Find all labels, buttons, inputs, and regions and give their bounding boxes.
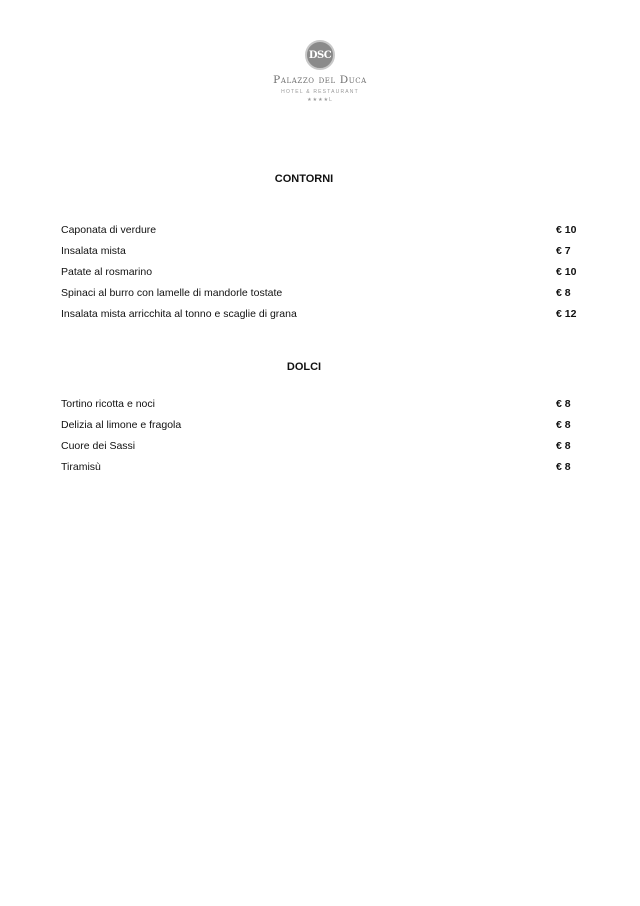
hotel-name: Palazzo del Duca: [273, 74, 367, 86]
menu-item-name: Tiramisù: [61, 461, 101, 473]
menu-item-price: € 8: [556, 440, 571, 452]
menu-item-name: Caponata di verdure: [61, 224, 157, 236]
menu-item-name: Tortino ricotta e noci: [61, 398, 155, 410]
menu-item-name: Spinaci al burro con lamelle di mandorle tostate: [61, 287, 283, 299]
menu-item-price: € 8: [556, 419, 571, 431]
menu-item-price: € 7: [556, 245, 571, 257]
menu-item-price: € 12: [556, 308, 577, 320]
logo-emblem: DSC: [305, 40, 335, 70]
menu-item-name: Patate al rosmarino: [61, 266, 153, 278]
section-title-contorni: CONTORNI: [274, 173, 334, 185]
menu-item-price: € 8: [556, 461, 571, 473]
hotel-stars: ★★★★L: [307, 97, 333, 103]
menu-item: [61, 440, 578, 461]
menu-item: [61, 287, 578, 308]
menu-item: [61, 245, 578, 266]
menu-item-name: Cuore dei Sassi: [61, 440, 136, 452]
menu-list-contorni: [61, 224, 578, 329]
menu-item-name: Insalata mista arricchita al tonno e scaglie di grana: [61, 308, 297, 320]
menu-list-dolci: [61, 398, 578, 482]
menu-item-price: € 10: [556, 266, 577, 278]
menu-item: [61, 308, 578, 329]
menu-item: [61, 266, 578, 287]
menu-item: [61, 224, 578, 245]
section-title-dolci: DOLCI: [286, 361, 322, 373]
hotel-subtitle: HOTEL & RESTAURANT: [281, 89, 359, 95]
menu-item-price: € 8: [556, 287, 571, 299]
menu-item-price: € 10: [556, 224, 577, 236]
menu-item: [61, 398, 578, 419]
menu-item-price: € 8: [556, 398, 571, 410]
menu-item-name: Insalata mista: [61, 245, 126, 257]
menu-item: [61, 461, 578, 482]
hotel-logo: [0, 40, 640, 103]
menu-item-name: Delizia al limone e fragola: [61, 419, 182, 431]
menu-item: [61, 419, 578, 440]
